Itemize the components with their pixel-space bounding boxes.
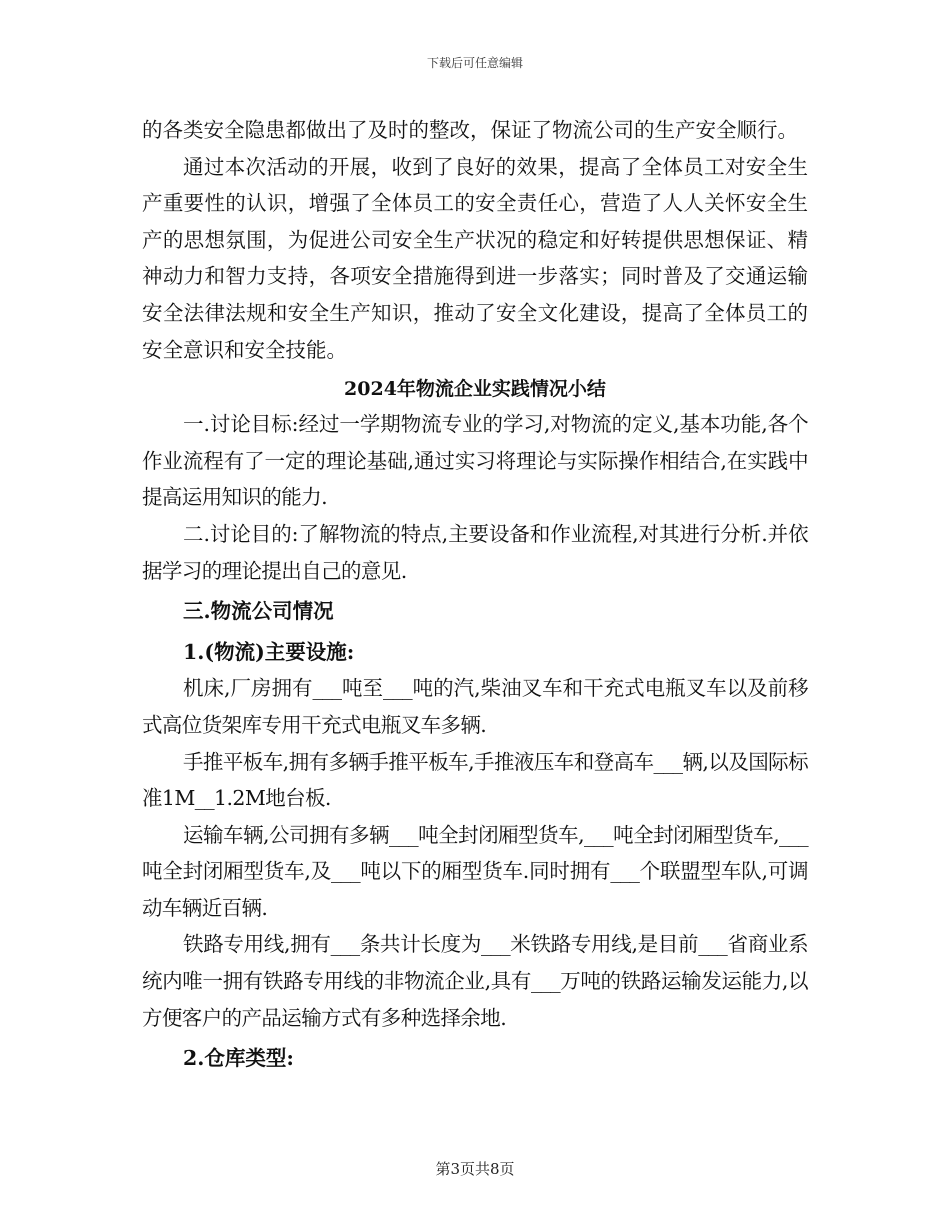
page-header: 下载后可任意编辑	[426, 56, 523, 70]
paragraph-handcarts: 手推平板车,拥有多辆手推平板车,手推液压车和登高车___辆,以及国际标准1M__1.2M地台板.	[142, 749, 808, 811]
page-footer: 第3页共8页	[435, 1160, 515, 1178]
paragraph-activity-results: 通过本次活动的开展，收到了良好的效果，提高了全体员工对安全生产重要性的认识，增强了全体员工的安全责任心，营造了人人关怀安全生产的思想氛围，为促进公司安全生产状况的稳定和好转提供思想保证、精神动力和智力支持，各项安全措施得到进一步落实；同时普及了交通运输安全法律法规和安全生产知识，推动了安全文化建设，提高了全体员工的安全意识和安全技能。	[142, 154, 808, 362]
section-title: 2024年物流企业实践情况小结	[344, 378, 606, 401]
heading-company-situation: 三.物流公司情况	[183, 599, 334, 624]
paragraph-railway: 铁路专用线,拥有___条共计长度为___米铁路专用线,是目前___省商业系统内唯一拥有铁路专用线的非物流企业,具有___万吨的铁路运输发运能力,以方便客户的产品运输方式有多种选择余地.	[142, 932, 808, 1030]
paragraph-continuation: 的各类安全隐患都做出了及时的整改，保证了物流公司的生产安全顺行。	[142, 118, 798, 142]
paragraph-vehicles: 运输车辆,公司拥有多辆___吨全封闭厢型货车,___吨全封闭厢型货车,___吨全封闭厢型货车,及___吨以下的厢型货车.同时拥有___个联盟型车队,可调动车辆近百辆.	[142, 822, 808, 920]
heading-warehouse-types: 2.仓库类型:	[183, 1046, 294, 1071]
paragraph-discussion-purpose: 二.讨论目的:了解物流的特点,主要设备和作业流程,对其进行分析.并依据学习的理论提出自己的意见.	[142, 521, 808, 583]
paragraph-forklifts: 机床,厂房拥有___吨至___吨的汽,柴油叉车和干充式电瓶叉车以及前移式高位货架库专用干充式电瓶叉车多辆.	[142, 676, 808, 737]
paragraph-discussion-goal: 一.讨论目标:经过一学期物流专业的学习,对物流的定义,基本功能,各个作业流程有了一定的理论基础,通过实习将理论与实际操作相结合,在实践中提高运用知识的能力.	[142, 412, 808, 510]
heading-main-facilities: 1.(物流)主要设施:	[183, 639, 355, 664]
document-body	[142, 112, 808, 1077]
